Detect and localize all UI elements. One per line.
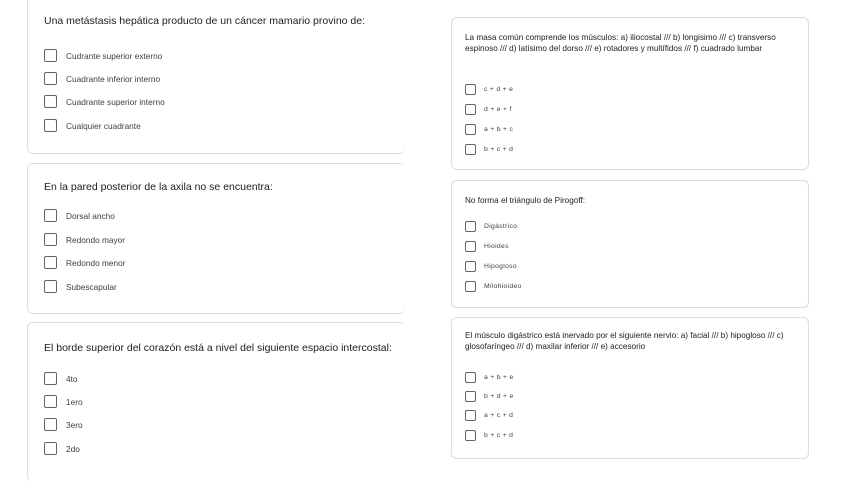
checkbox-icon[interactable] [465,430,476,441]
option-label: 2do [66,443,80,454]
checkbox-icon[interactable] [465,281,476,292]
option-checkbox[interactable] [44,209,115,222]
question-card-2 [27,163,405,314]
option-checkbox[interactable] [465,430,513,441]
checkbox-icon[interactable] [465,124,476,135]
checkbox-icon[interactable] [44,49,57,62]
checkbox-icon[interactable] [465,144,476,155]
checkbox-icon[interactable] [465,372,476,383]
checkbox-icon[interactable] [465,241,476,252]
question-card-4 [451,17,809,170]
option-checkbox[interactable] [44,372,78,385]
checkbox-icon[interactable] [44,209,57,222]
question-title: El músculo digástrico está inervado por el siguiente nervio: a) facial /// b) hipogloso /// c) glosofaríngeo /// d) maxilar inferior /// e) accesorio [465,331,784,352]
option-checkbox[interactable] [465,281,522,292]
option-label: b + d + e [484,393,514,400]
option-checkbox[interactable] [44,233,125,246]
option-checkbox[interactable] [465,124,513,135]
option-checkbox[interactable] [44,280,117,293]
option-label: Redondo mayor [66,234,126,245]
option-checkbox[interactable] [44,49,162,62]
option-label: Cualquier cuadrante [66,120,141,131]
checkbox-icon[interactable] [44,280,57,293]
option-checkbox[interactable] [44,418,83,431]
option-checkbox[interactable] [44,95,165,108]
checkbox-icon[interactable] [44,233,57,246]
option-label: a + b + e [484,374,514,381]
checkbox-icon[interactable] [465,221,476,232]
question-title: La masa común comprende los músculos: a) iliocostal /// b) longisimo /// c) transverso espinoso /// d) latísimo del dorso /// e) rotadores y multífidos /// f) cuadrado lumbar [465,33,776,54]
checkbox-icon[interactable] [44,95,57,108]
option-label: 3ero [66,419,83,430]
option-label: 1ero [66,396,83,407]
checkbox-icon[interactable] [44,372,57,385]
checkbox-icon[interactable] [44,442,57,455]
option-label: Dorsal ancho [66,210,115,221]
option-label: Cudrante superior externo [66,50,163,61]
question-card-5 [451,180,809,308]
option-checkbox[interactable] [465,84,513,95]
option-checkbox[interactable] [465,261,517,272]
option-label: d + e + f [484,106,512,113]
option-checkbox[interactable] [44,119,141,132]
checkbox-icon[interactable] [44,418,57,431]
option-label: Cuadrante inferior interno [66,73,161,84]
option-label: b + c + d [484,146,514,153]
option-label: Cuadrante superior interno [66,96,165,107]
checkbox-icon[interactable] [44,395,57,408]
question-title: En la pared posterior de la axila no se encuentra: [44,181,273,193]
question-card-1 [27,0,405,154]
option-label: Digástrico [484,223,518,230]
option-label: a + b + c [484,126,514,133]
option-checkbox[interactable] [465,372,514,383]
option-checkbox[interactable] [44,442,80,455]
checkbox-icon[interactable] [465,261,476,272]
checkbox-icon[interactable] [465,391,476,402]
checkbox-icon[interactable] [44,119,57,132]
option-checkbox[interactable] [44,72,160,85]
question-title: No forma el triángulo de Pirogoff: [465,196,585,205]
checkbox-icon[interactable] [465,84,476,95]
option-label: Redondo menor [66,257,126,268]
option-label: Subescapular [66,281,117,292]
option-label: Milohioideo [484,283,522,290]
option-checkbox[interactable] [465,144,513,155]
option-label: Hipogloso [484,263,517,270]
option-label: 4to [66,373,78,384]
option-label: b + c + d [484,432,514,439]
checkbox-icon[interactable] [44,256,57,269]
checkbox-icon[interactable] [465,410,476,421]
option-label: Hioides [484,243,509,250]
checkbox-icon[interactable] [44,72,57,85]
question-card-6 [451,317,809,459]
checkbox-icon[interactable] [465,104,476,115]
option-checkbox[interactable] [465,104,512,115]
option-label: a + c + d [484,412,514,419]
option-checkbox[interactable] [465,221,517,232]
option-checkbox[interactable] [465,410,513,421]
question-title: El borde superior del corazón está a nivel del siguiente espacio intercostal: [44,342,392,354]
option-checkbox[interactable] [44,395,83,408]
option-label: c + d + e [484,86,514,93]
question-title: Una metástasis hepática producto de un cáncer mamario provino de: [44,15,366,27]
option-checkbox[interactable] [465,391,514,402]
option-checkbox[interactable] [465,241,509,252]
question-card-3 [27,322,405,482]
option-checkbox[interactable] [44,256,126,269]
